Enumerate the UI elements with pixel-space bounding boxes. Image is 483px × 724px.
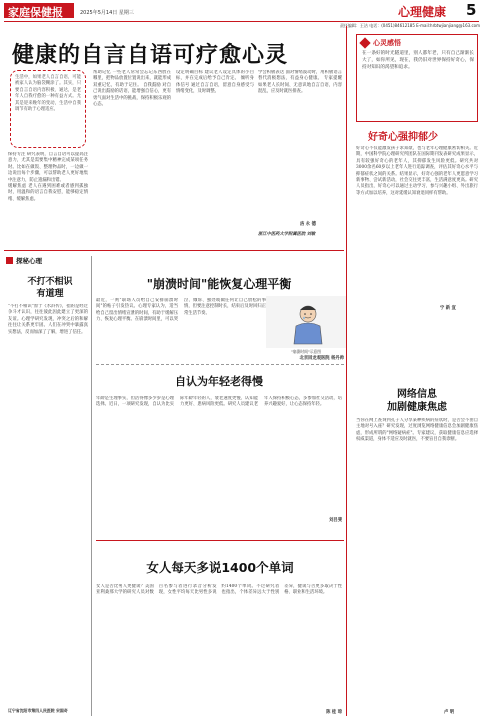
masthead-meta: 2025年5月14日 星期三 [80, 10, 134, 16]
article2-headline: 不打不相识 有道理 [27, 277, 73, 299]
sidebar-tag-box [356, 34, 478, 122]
sidebar-intro: 在一条好的时光隧道里，别人都年老，只有自己渐渐长大了，如你所见，现在，我仍旧对世界保持好奇心，保持对知识的渴望和追求。 [362, 51, 474, 70]
article6-byline: 陈 桂 琼 [326, 710, 342, 715]
article5-headline: 自认为年轻老得慢 [175, 375, 263, 388]
article1-lead: 生活中，如果老人自言自语，可能被家人认为脑袋糊涂了。其实，只要自言自语内容积极、通达，是老年人自我疗愈的一种有益方式。尤其是迎来晚年的变动，生活中自我调节有助于心理适应。 [15, 75, 81, 113]
article1-lead-box [10, 70, 86, 148]
crying-person-illustration [266, 296, 346, 348]
article3-headline: "崩溃时间"能恢复心理平衡 [146, 277, 292, 291]
section-rule [4, 250, 344, 251]
article4-headline: 网络信息 加剧健康焦虑 [387, 389, 447, 413]
article3-bottom-rule [96, 364, 344, 365]
article2-divider [91, 256, 92, 716]
masthead-page-number: 5 [466, 1, 477, 19]
article1-col2: 帮助记忆 一些老人常常会忘记东西放在哪里，把物品放置位置说出来，就能形成双重记忆，有助于记住。 自我鼓励 对自己说出鼓励的话语，能增强自信心，更有勇气面对生活中的挑战，保持积极乐观的心态。 [93, 70, 171, 108]
sidebar-headline: 好奇心强抑郁少 [368, 132, 438, 143]
sidebar-body: 好奇心不仅能激发孩子求知欲，也与老年心理健康密切相关。近期，中国科学院心理研究所团队在国际期刊发表研究成果显示，具有较强好奇心的老年人，其抑郁发生风险更低。研究共对3000余名60岁以上老年人进行追踪调查，评估其好奇心水平与抑郁症状之间的关系。结果显示，好奇心强的老年人更愿意学习新事物、尝试新活动，社会交往更丰富，生活满意度更高。研究人员指出，好奇心可以通过主动学习、参与兴趣小组、外出旅行等方式加以培养，这对延缓认知衰退同样有帮助。 [356, 146, 478, 196]
article3-byline: 北京回龙观医院 杨丹帅 [299, 356, 344, 361]
article2-body: "不打不相识"原于《水浒传》，指的是经过争斗才认识，往往彼此因此建立了更深的友谊。心理学研究发现，冲突之后的和解往往让关系更牢固。人们在冲突中暴露真实想法，反而加深了了解，增进了信任。 [8, 304, 88, 335]
article1-col4: 学会积极表达 面对情绪波动时，用积极语言替代消极想法，有益身心健康。 专家提醒 如果老人长时间、无意识地自言自语，内容混乱，应及时就医排查。 [258, 70, 342, 95]
article6-headline: 女人每天多说1400个单词 [146, 560, 294, 575]
masthead [0, 0, 483, 22]
masthead-section: 心理健康 [398, 5, 447, 19]
article1-col3: 设定明确目标 建议老人设定具体的小目标，并在完成后给予自己肯定。 倾听身体信号 通过自言自语，留意自身感受与情绪变化，及时调整。 [176, 70, 254, 95]
article5-bottom-rule [96, 540, 344, 541]
article1-author: 洁 永 德 [300, 222, 316, 227]
sidebar-byline: 宁 新 宣 [440, 306, 456, 311]
article3-image [266, 296, 346, 348]
article5-byline: 刘吕斐 [329, 518, 342, 523]
article3-body: 最近，一则"职场人员给自己安排崩溃时间"的帖子引发热议。心理专家认为，适当给自己留出情绪宣泄的时间，有助于缓解压力、恢复心理平衡。在崩溃时间里，可以哭泣、倾诉、独处或做任何让自己放松的事情，但要注意控制时长，结束后及时回归正常生活节奏。 [96, 298, 266, 323]
sidebar-divider [346, 26, 347, 716]
article5-body: 年龄是生理事实，但活得像多少岁是心理选择。近日，一项研究发现，自认为比实际年龄年轻的人，衰老速度更慢、认知能力更好、患病风险更低。研究人员建议老年人保持积极心态，多参加社交活动，培养兴趣爱好，让心态保持年轻。 [96, 396, 342, 408]
column-label-icon [6, 257, 13, 264]
sidebar-tag-icon [359, 37, 370, 48]
article1-col1: 保持专注 研究表明，自言自语可以提高注意力，尤其是需要集中精神完成某项任务时。比如在做饭、整理物品时，一边做一边说出每个步骤，可以帮助老人更好地集中注意力，防止遗漏和出错。 缓解焦虑 老人在遇到困难或者感到孤独时，用温和的语言自我安慰，能够稳定情绪、缓解焦虑。 [8, 152, 88, 202]
sidebar-tag: 心灵感悟 [373, 39, 401, 47]
article1-byline: 浙江中医药大学附属医院 刘敏 [258, 232, 316, 237]
column-label: 探秘心理 [16, 257, 42, 265]
article6-body: 女人是否比男人更健谈？美国亚利桑那大学的研究人员对数百名参与者进行录音分析发现，女性平均每天比男性多说约1400个单词。不过研究者也指出，个体差异远大于性别差异，健谈与否更多取决于性格、职业和生活环境。 [96, 584, 342, 596]
masthead-brand: 家庭保健报 [8, 6, 63, 19]
article1-headline: 健康的自言自语可疗愈心灵 [12, 43, 289, 68]
article4-byline: 卢 明 [444, 710, 455, 715]
article2-byline: 辽宁省沈阳市第四人民医院 宋国奇 [8, 708, 68, 713]
article4-body: 当你在网上查询到孔子人分享某种疾病的症状时，是否会不由自主地对号入座？研究发现，过度浏览网络健康信息会加剧健康焦虑，形成所谓的"网络疑病症"。专家建议，获取健康信息应选择权威渠道，身体不适应及时就医，不要盲目自我诊断。 [356, 418, 478, 443]
editors-line: 责任编辑：王洁 电话：(0451)84612185 E-mail:hrbtwjianjiang@163.com [339, 23, 480, 28]
article3-image-caption: "崩溃时间"示意图 [290, 349, 322, 354]
